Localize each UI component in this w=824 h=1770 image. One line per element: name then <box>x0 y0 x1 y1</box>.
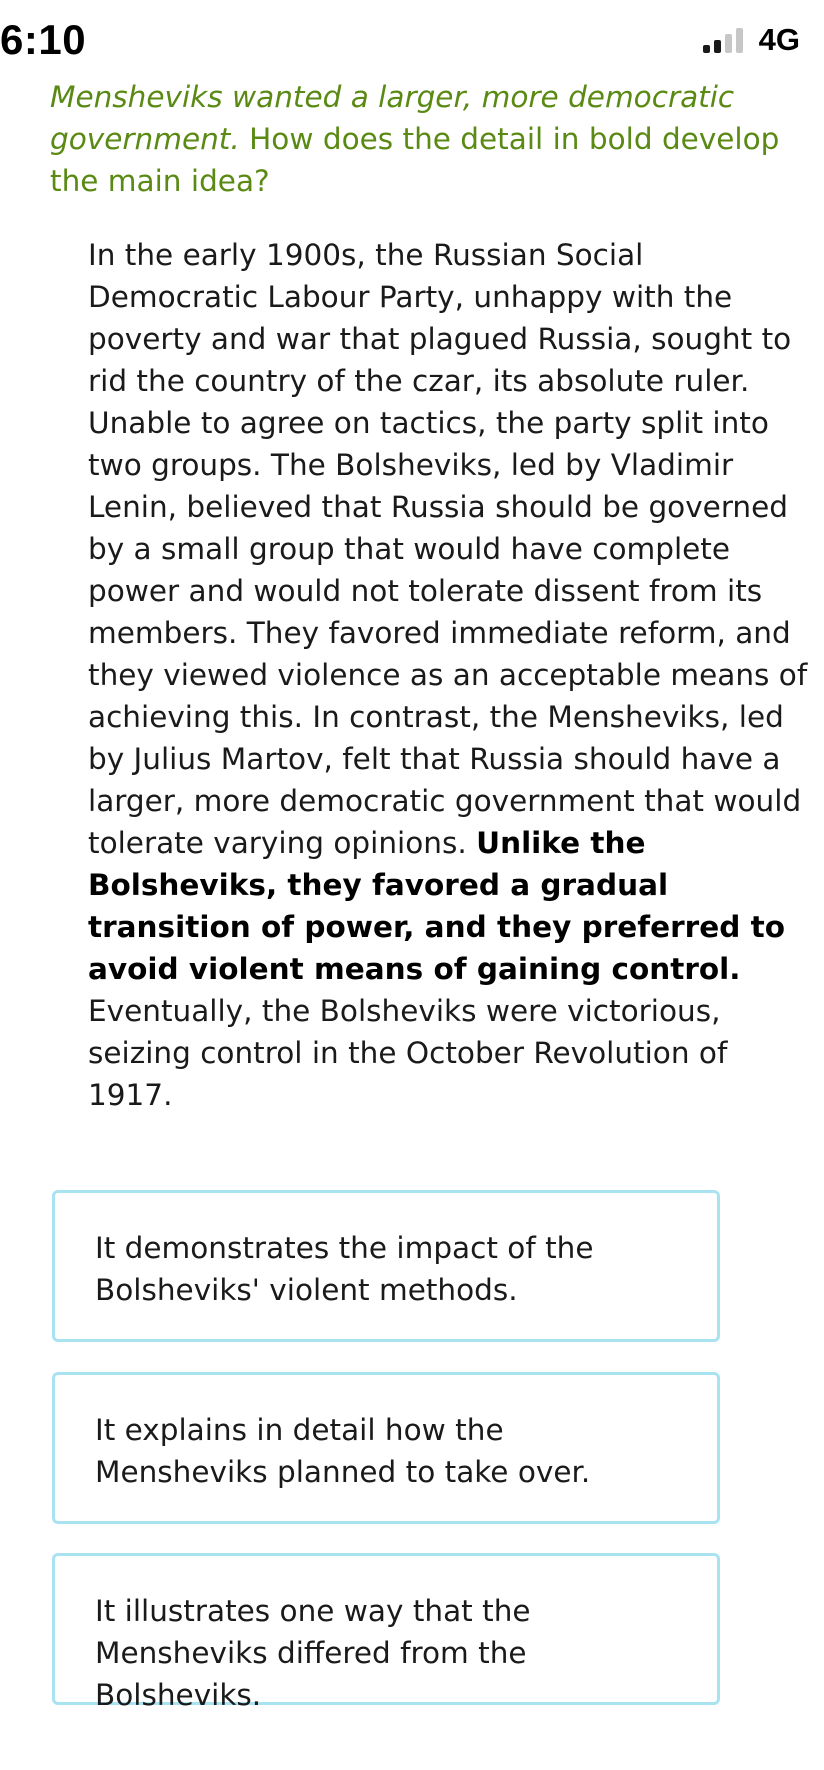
question-prompt <box>50 76 780 202</box>
signal-bar-3 <box>725 34 732 53</box>
signal-bar-1 <box>703 45 710 53</box>
answer-choice-3[interactable] <box>52 1553 720 1712</box>
network-type: 4G <box>758 22 800 57</box>
signal-bar-2 <box>714 40 721 53</box>
cellular-signal-icon <box>703 27 747 53</box>
question-italic-text: Mensheviks wanted a larger, more democratic government. <box>50 80 735 156</box>
answer-choice-label: It illustrates one way that the Mensheviks differed from the Bolsheviks. <box>95 1594 531 1712</box>
passage-text-before: In the early 1900s, the Russian Social Democratic Labour Party, unhappy with the poverty and war that plagued Russia, sought to rid the country of the czar, its absolute ruler. Unable to agree on tactics, the party split into two groups. The Bolsheviks, led by Vladimir Lenin, believed that Russia should be governed by a small group that would have complete power and would not tolerate dissent from its members. They favored immediate reform, and they viewed violence as an acceptable means of achieving this. In contrast, the Mensheviks, led by Julius Martov, felt that Russia should have a larger, more democratic government that would tolerate varying opinions. <box>88 238 808 860</box>
status-bar <box>0 0 824 80</box>
answer-choice-label: It demonstrates the impact of the Bolsheviks' violent methods. <box>95 1231 594 1307</box>
passage-bold-detail: Unlike the Bolsheviks, they favored a gradual transition of power, and they preferred to avoid violent means of gaining control. <box>88 826 785 986</box>
answer-choice-1[interactable] <box>52 1190 720 1342</box>
signal-bar-4 <box>736 28 743 53</box>
question-plain-text: How does the detail in bold develop the main idea? <box>50 122 780 198</box>
passage-text-after: Eventually, the Bolsheviks were victorious, seizing control in the October Revolution of 1917. <box>88 994 728 1112</box>
reading-passage <box>88 234 808 1116</box>
answer-choice-2[interactable] <box>52 1372 720 1524</box>
answer-choice-label: It explains in detail how the Mensheviks planned to take over. <box>95 1413 591 1489</box>
status-time: 6:10 <box>0 16 87 63</box>
status-right <box>703 20 800 60</box>
